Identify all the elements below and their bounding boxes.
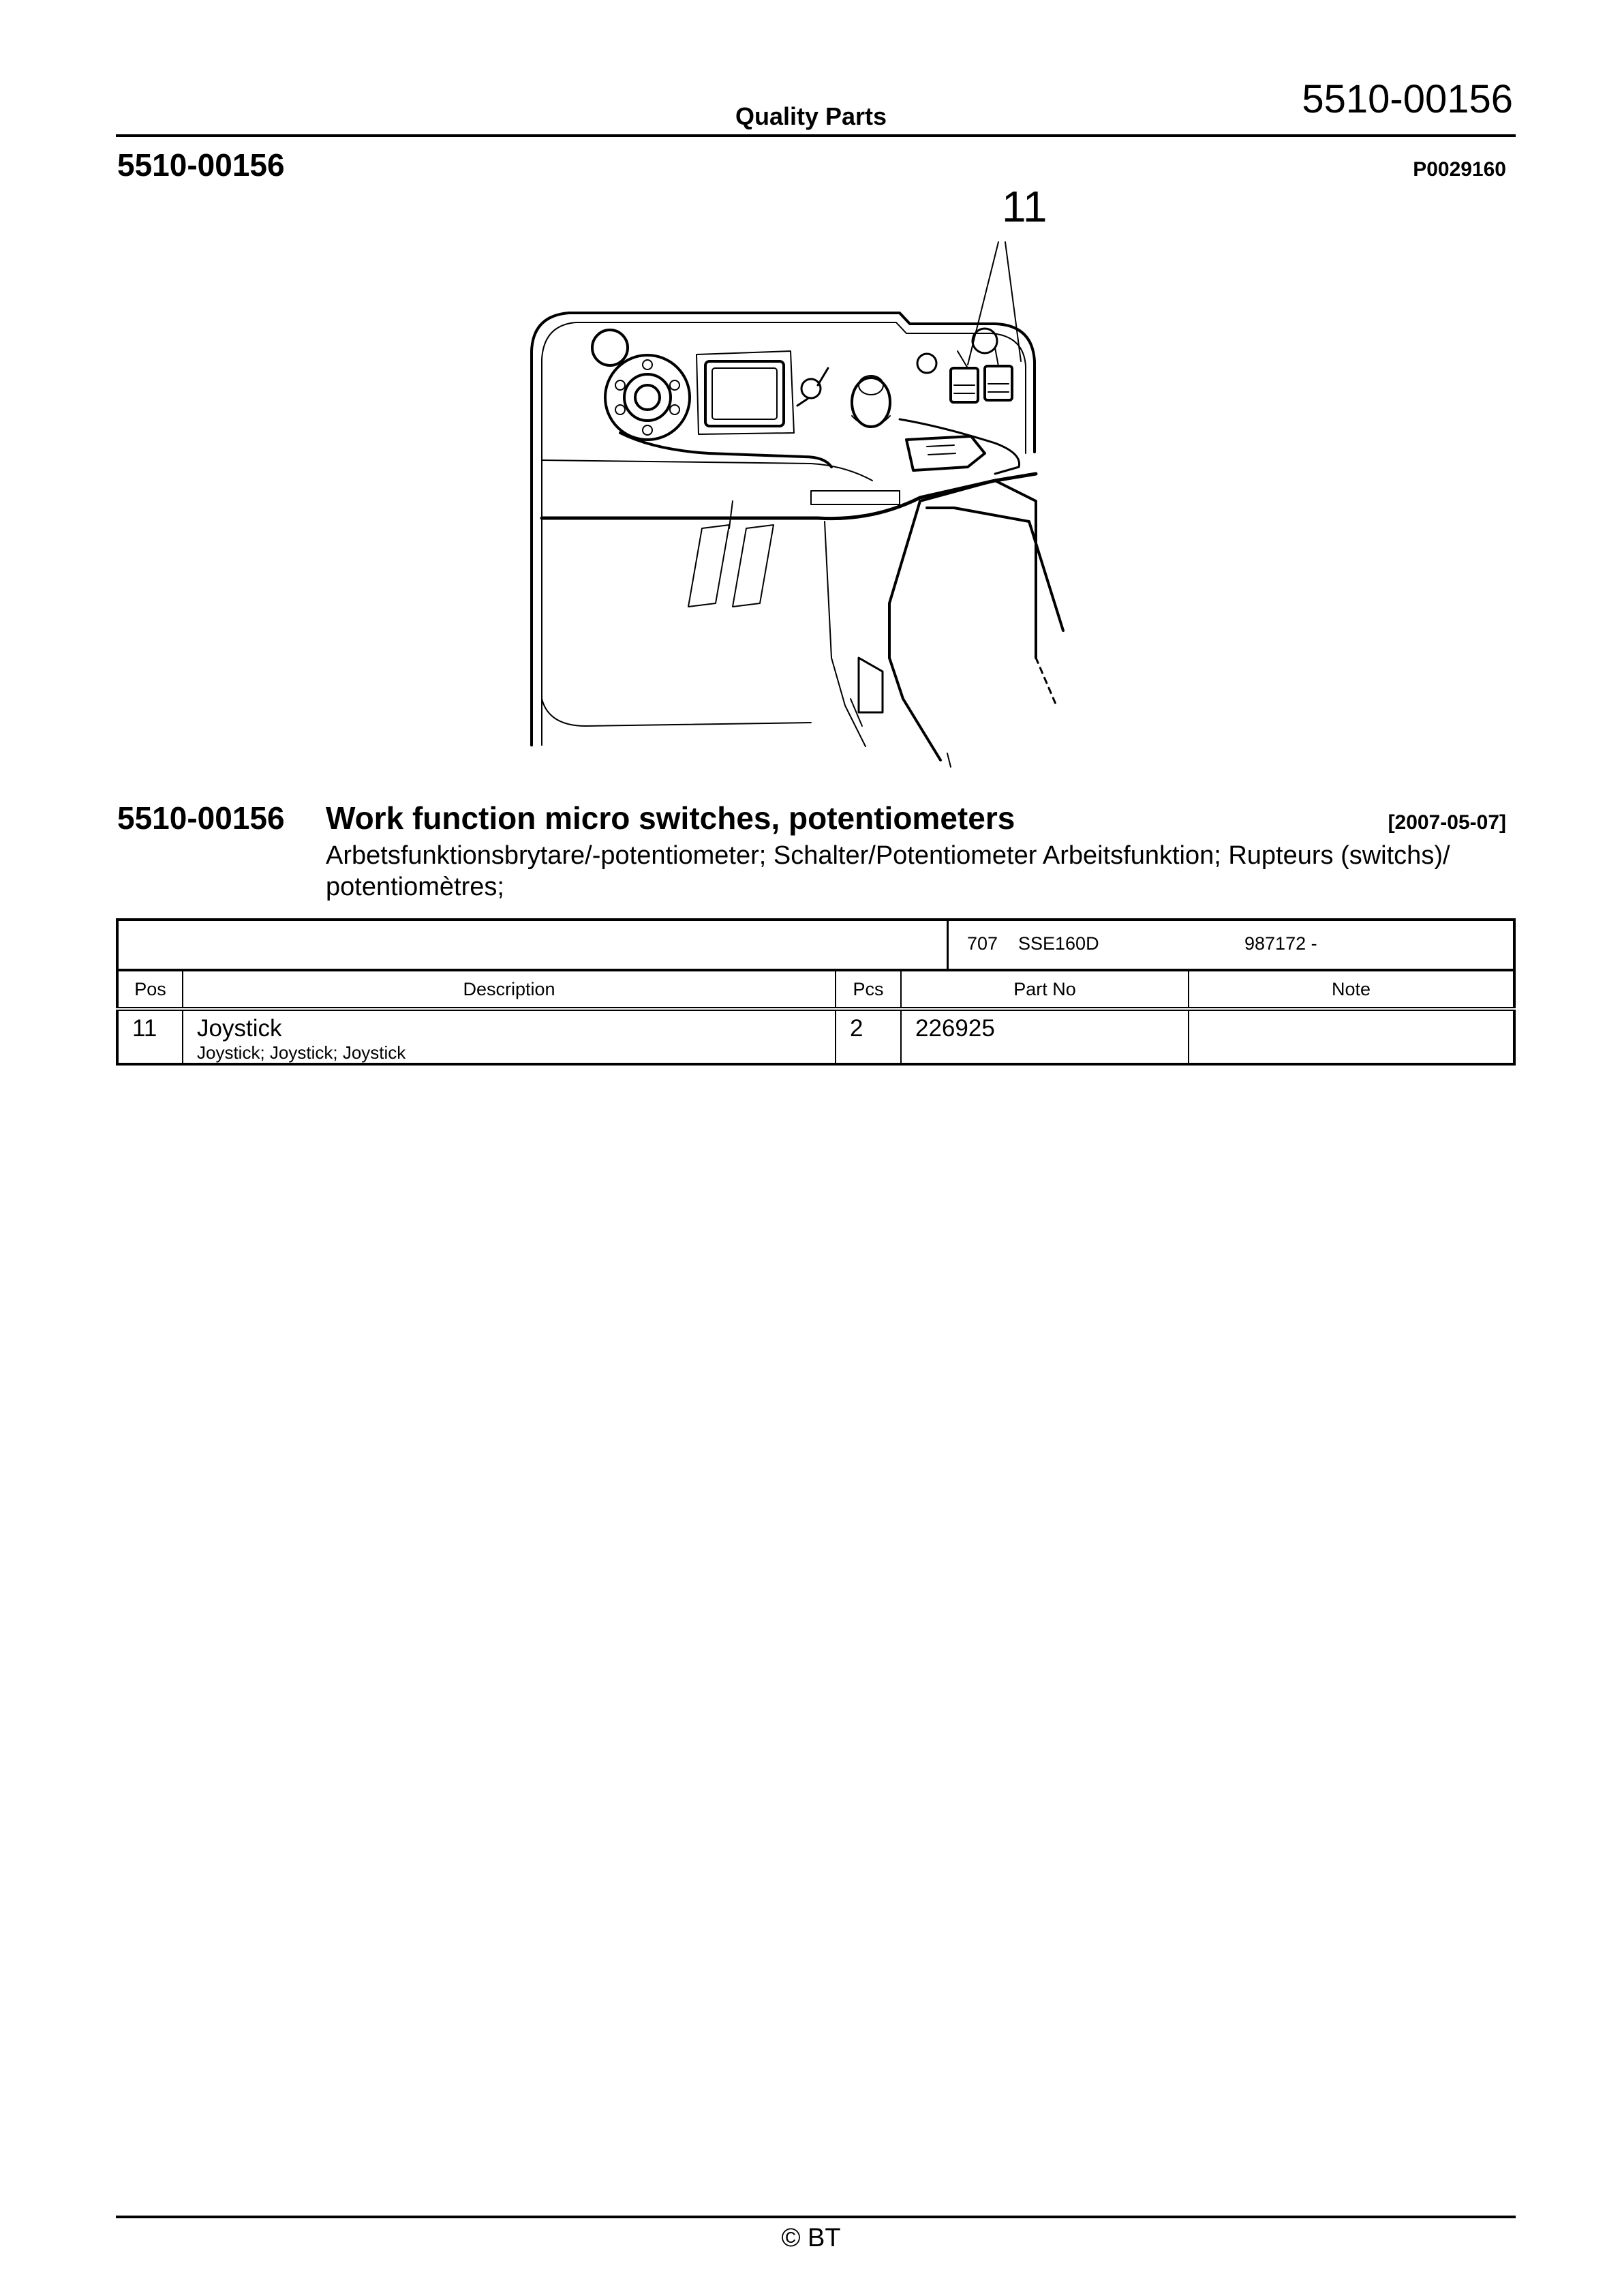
cell-note (1189, 1009, 1514, 1064)
column-header-note: Note (1189, 970, 1514, 1009)
footer-copyright: © BT (781, 2224, 841, 2252)
column-header-part-no: Part No (901, 970, 1189, 1009)
cell-pcs: 2 (836, 1009, 901, 1064)
applicability-model: SSE160D (1018, 933, 1099, 954)
callout-label: 11 (1002, 182, 1047, 231)
table-header-row (117, 970, 1514, 1009)
cell-part-no: 226925 (901, 1009, 1189, 1064)
applicability-row (116, 918, 1516, 969)
table-row (117, 1009, 1514, 1064)
section-date: [2007-05-07] (1388, 811, 1506, 834)
cell-description (183, 1009, 836, 1064)
section-title: Work function micro switches, potentiometers (326, 800, 1015, 836)
section-number: 5510-00156 (117, 800, 285, 836)
description-translations: Joystick; Joystick; Joystick (197, 1042, 406, 1063)
subheader-code: 5510-00156 (117, 147, 285, 183)
header-divider (116, 134, 1516, 137)
header-doc-number: 5510-00156 (1302, 77, 1513, 121)
cell-pos: 11 (117, 1009, 183, 1064)
parts-table-wrapper (116, 918, 1516, 1066)
column-header-pcs: Pcs (836, 970, 901, 1009)
image-reference: P0029160 (1413, 158, 1506, 181)
column-header-pos: Pos (117, 970, 183, 1009)
parts-drawing (518, 181, 1131, 774)
header-title: Quality Parts (735, 102, 887, 130)
applicability-code: 707 (967, 933, 998, 954)
section-translations: Arbetsfunktionsbrytare/-potentiometer; Schalter/Potentiometer Arbeitsfunktion; Rupteurs (switchs)/ potentiomètres; (326, 841, 1450, 901)
parts-table (116, 969, 1516, 1066)
footer-divider (116, 2216, 1516, 2218)
applicability-serial: 987172 - (1244, 933, 1317, 954)
description-main: Joystick (197, 1015, 282, 1042)
column-header-description: Description (183, 970, 836, 1009)
